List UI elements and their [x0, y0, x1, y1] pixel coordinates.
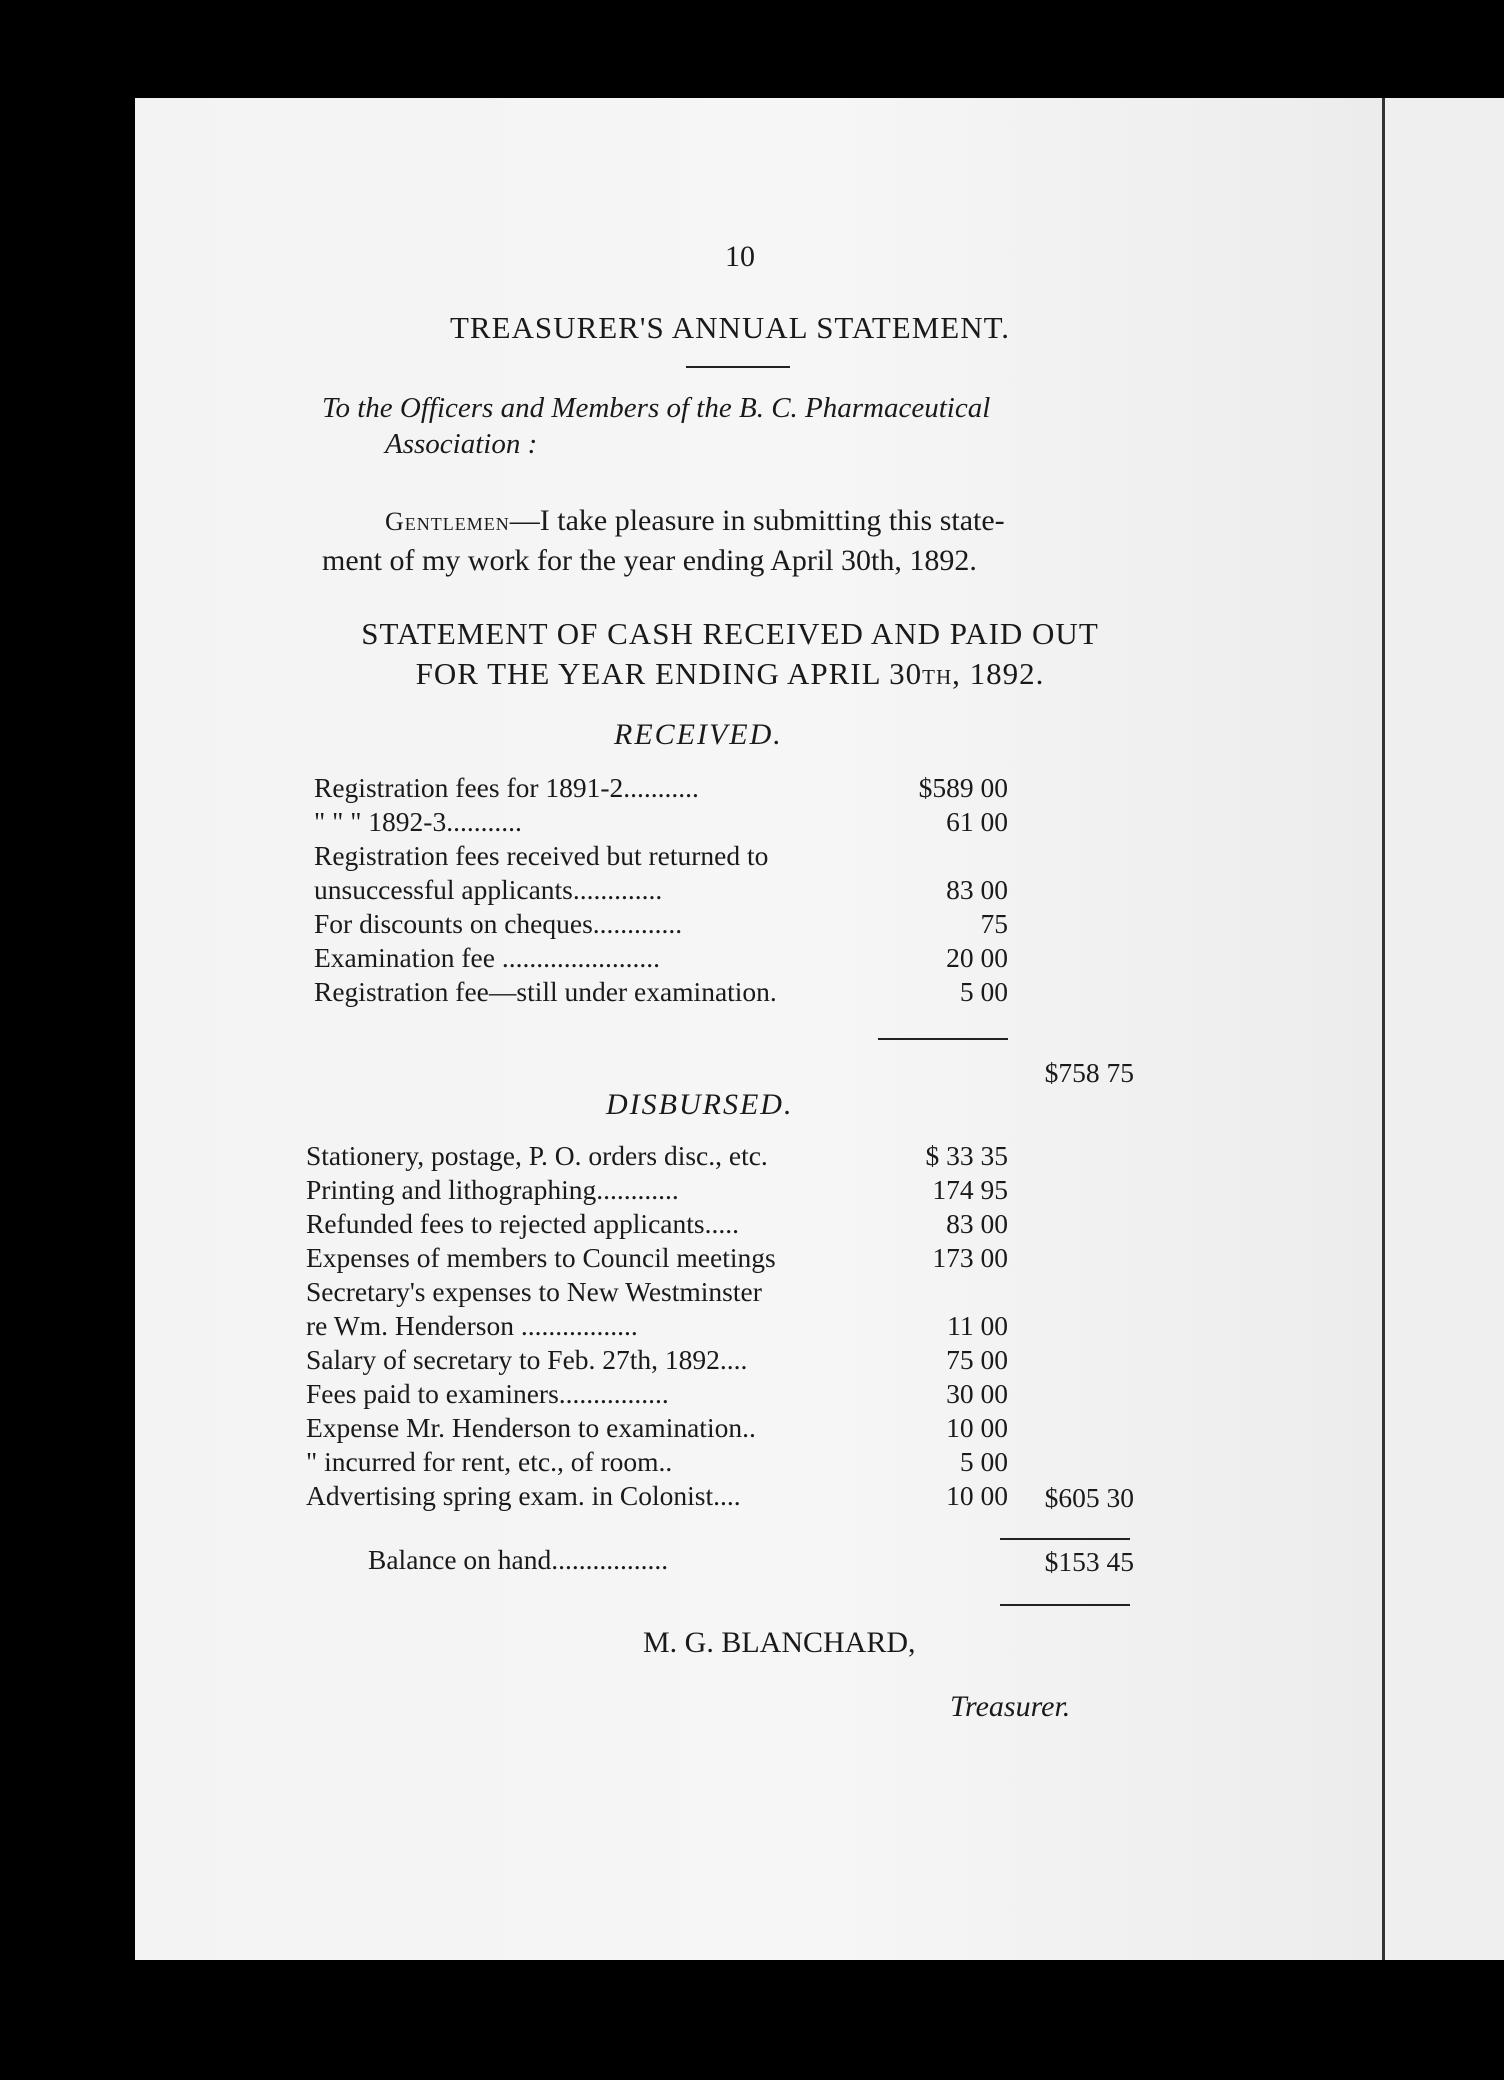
disbursed-row-amount: 10 00: [946, 1412, 1008, 1443]
received-row-amount: 75: [980, 908, 1008, 939]
disbursed-row-label: Expense Mr. Henderson to examination..: [306, 1412, 756, 1443]
received-total: $758 75: [1044, 1057, 1134, 1088]
disbursed-row-amount: 5 00: [959, 1446, 1008, 1477]
disbursed-row: [306, 1242, 1008, 1276]
received-row-amount: $589 00: [918, 772, 1008, 803]
disbursed-row-label: Expenses of members to Council meetings: [306, 1242, 776, 1273]
title-divider: [686, 366, 790, 368]
disbursed-row-amount: 83 00: [946, 1208, 1008, 1239]
intro-line-2: ment of my work for the year ending April 30th, 1892.: [322, 544, 977, 577]
disbursed-row: [306, 1140, 1008, 1174]
disbursed-row-label: Fees paid to examiners................: [306, 1378, 669, 1409]
disbursed-row-label: " incurred for rent, etc., of room..: [306, 1446, 673, 1477]
disbursed-row: [306, 1344, 1008, 1378]
disbursed-row: [306, 1174, 1008, 1208]
received-row-amount: 20 00: [946, 942, 1008, 973]
disbursed-row-amount: 30 00: [946, 1378, 1008, 1409]
disbursed-row-label: Advertising spring exam. in Colonist....: [306, 1480, 741, 1511]
received-row-label: Registration fees received but returned to: [314, 840, 769, 871]
disbursed-row-amount: 173 00: [932, 1242, 1008, 1273]
disbursed-row-label: Stationery, postage, P. O. orders disc., etc.: [306, 1140, 768, 1171]
received-heading: RECEIVED.: [614, 718, 783, 751]
document-title: TREASURER'S ANNUAL STATEMENT.: [450, 310, 1010, 345]
signature-name: M. G. BLANCHARD,: [643, 1626, 916, 1659]
heading-line-2-b: , 1892.: [952, 656, 1045, 691]
salutation-line-2: Association :: [385, 428, 538, 460]
received-row: [314, 806, 1008, 840]
disbursed-row-amount: 75 00: [946, 1344, 1008, 1375]
heading-line-2-suffix: TH: [922, 665, 953, 689]
received-row-label: Examination fee .......................: [314, 942, 660, 973]
balance-amount: $153 45: [1044, 1546, 1134, 1577]
balance-label: Balance on hand.................: [368, 1544, 669, 1575]
received-row-amount: 61 00: [946, 806, 1008, 837]
disbursed-row: [306, 1310, 1008, 1344]
intro-line-1: [385, 500, 1145, 543]
salutation-line-1: To the Officers and Members of the B. C. Pharmaceutical: [322, 392, 991, 424]
disbursed-row-amount: 10 00: [946, 1480, 1008, 1511]
received-row: [314, 840, 1008, 874]
received-row-label: Registration fee—still under examination.: [314, 976, 777, 1007]
disbursed-row-label: Refunded fees to rejected applicants.....: [306, 1208, 739, 1239]
balance-row: [368, 1544, 880, 1578]
received-subtotal-rule: [878, 1038, 1008, 1040]
disbursed-heading: DISBURSED.: [606, 1088, 794, 1121]
received-row: [314, 874, 1008, 908]
balance-rule: [1000, 1604, 1130, 1606]
disbursed-row: [306, 1412, 1008, 1446]
page-number: 10: [725, 240, 755, 273]
heading-line-2-a: FOR THE YEAR ENDING APRIL 30: [415, 656, 923, 691]
received-row: [314, 976, 1008, 1010]
disbursed-row-label: Salary of secretary to Feb. 27th, 1892....: [306, 1344, 748, 1375]
received-row-label: " " " 1892-3...........: [314, 806, 522, 837]
disbursed-row-label: Secretary's expenses to New Westminster: [306, 1276, 762, 1307]
disbursed-row: [306, 1208, 1008, 1242]
disbursed-row-amount: $ 33 35: [925, 1140, 1008, 1171]
signature-title: Treasurer.: [950, 1690, 1071, 1723]
received-row-amount: 83 00: [946, 874, 1008, 905]
intro-line-1-text: —I take pleasure in submitting this state-: [509, 504, 1005, 537]
adjacent-page-edge: [1385, 98, 1504, 1960]
disbursed-row: [306, 1446, 1008, 1480]
statement-heading-line-2: [300, 656, 1160, 692]
received-row-label: unsuccessful applicants.............: [314, 874, 663, 905]
document-page: [135, 98, 1385, 1960]
disbursed-row: [306, 1378, 1008, 1412]
gentlemen-word: Gentlemen: [385, 507, 510, 536]
disbursed-total: $605 30: [1044, 1482, 1134, 1513]
received-row: [314, 942, 1008, 976]
disbursed-row-label: re Wm. Henderson .................: [306, 1310, 638, 1341]
received-row: [314, 772, 1008, 806]
statement-heading-line-1: STATEMENT OF CASH RECEIVED AND PAID OUT: [361, 616, 1099, 651]
received-row-amount: 5 00: [959, 976, 1008, 1007]
disbursed-row-amount: 174 95: [932, 1174, 1008, 1205]
page-fold-line: [1382, 98, 1385, 1960]
disbursed-row-label: Printing and lithographing............: [306, 1174, 679, 1205]
disbursed-row: [306, 1276, 1008, 1310]
disbursed-row-amount: 11 00: [947, 1310, 1008, 1341]
disbursed-total-rule: [1000, 1538, 1130, 1540]
received-row-label: Registration fees for 1891-2...........: [314, 772, 699, 803]
received-row: [314, 908, 1008, 942]
received-row-label: For discounts on cheques.............: [314, 908, 683, 939]
disbursed-row: [306, 1480, 1008, 1514]
